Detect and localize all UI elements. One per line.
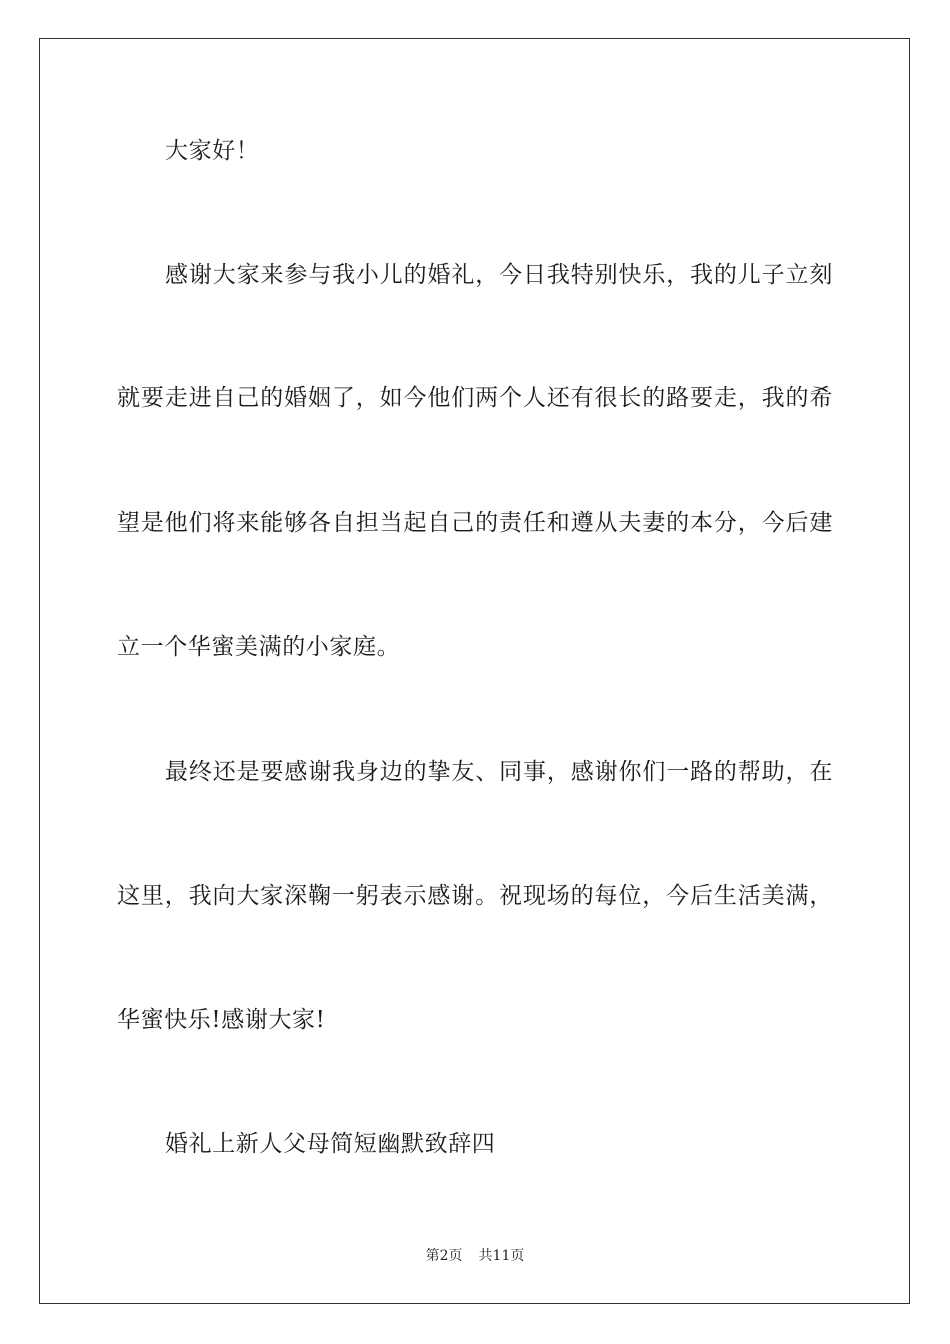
paragraph-line: 立一个华蜜美满的小家庭。 (117, 634, 401, 660)
paragraph-line: 就要走进自己的婚姻了，如今他们两个人还有很长的路要走，我的希 (117, 385, 833, 411)
page-footer (0, 1247, 950, 1265)
page-number: 第2页 (425, 1248, 463, 1264)
paragraph-line: 这里，我向大家深鞠一躬表示感谢。祝现场的每位，今后生活美满， (117, 883, 833, 909)
paragraph-line: 望是他们将来能够各自担当起自己的责任和遵从夫妻的本分，今后建 (117, 510, 833, 536)
paragraph-line: 最终还是要感谢我身边的挚友、同事，感谢你们一路的帮助，在 (165, 759, 833, 785)
paragraph-line: 感谢大家来参与我小儿的婚礼，今日我特别快乐，我的儿子立刻 (165, 262, 833, 288)
greeting-line: 大家好！ (165, 138, 260, 164)
page-total: 共11页 (478, 1248, 525, 1264)
paragraph-line: 华蜜快乐!感谢大家! (117, 1007, 326, 1033)
page-frame (39, 38, 910, 1304)
section-heading: 婚礼上新人父母简短幽默致辞四 (165, 1131, 496, 1157)
